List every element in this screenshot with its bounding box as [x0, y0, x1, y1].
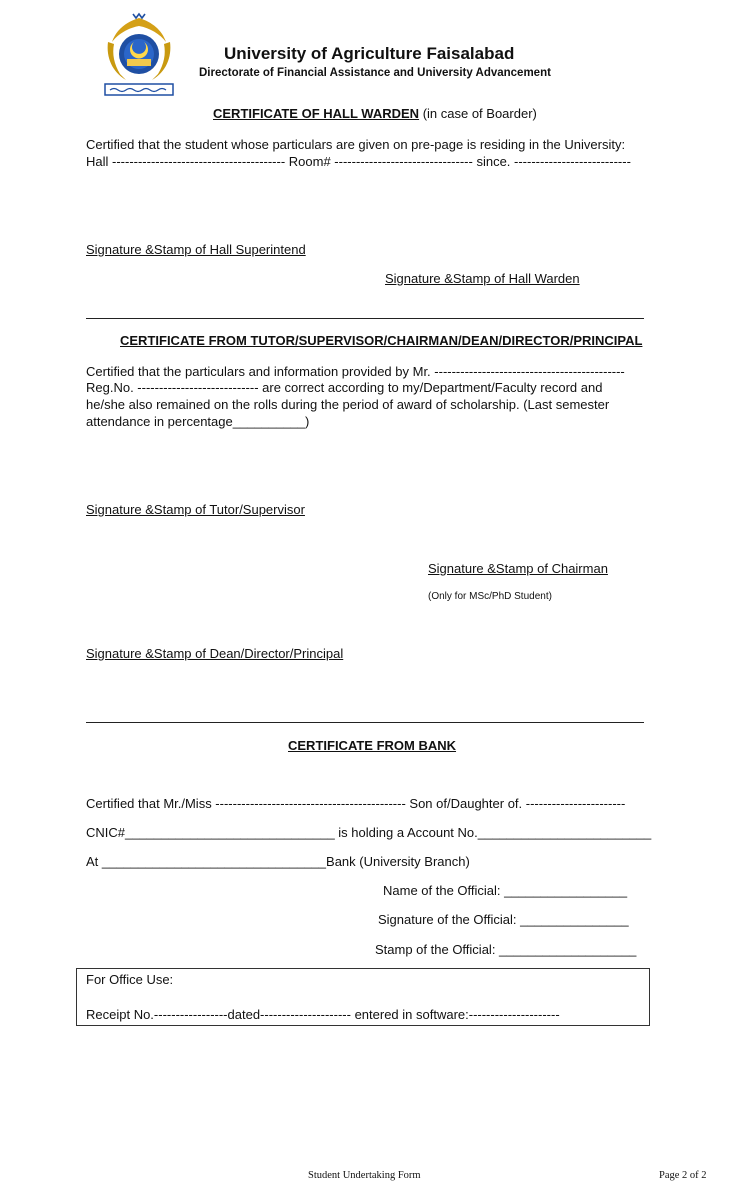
- official-name-field: Name of the Official: _________________: [383, 883, 628, 898]
- bank-line-1: Certified that Mr./Miss -------------------------------------------- Son of/Daughter of. -----------------------: [86, 796, 626, 811]
- signature-hall-warden: Signature &Stamp of Hall Warden: [385, 271, 580, 286]
- footer-form-name: Student Undertaking Form: [308, 1170, 421, 1181]
- chairman-note: (Only for MSc/PhD Student): [428, 591, 552, 602]
- official-stamp-field: Stamp of the Official: ___________________: [375, 942, 637, 957]
- bank-line-3: At _______________________________Bank (University Branch): [86, 854, 470, 869]
- hall-warden-heading-suffix: (in case of Boarder): [419, 106, 537, 121]
- bank-line-2: CNIC#_____________________________ is holding a Account No.________________________: [86, 825, 652, 840]
- footer-page-number: Page 2 of 2: [659, 1170, 707, 1181]
- hall-warden-heading: CERTIFICATE OF HALL WARDEN: [213, 106, 420, 121]
- tutor-line-3: he/she also remained on the rolls during the period of award of scholarship. (Last semester: [86, 397, 610, 412]
- bank-certificate-heading: CERTIFICATE FROM BANK: [288, 738, 457, 753]
- directorate-subtitle: Directorate of Financial Assistance and University Advancement: [199, 67, 551, 79]
- tutor-line-1: Certified that the particulars and information provided by Mr. --------------------------------------------: [86, 364, 625, 379]
- tutor-certificate-heading: CERTIFICATE FROM TUTOR/SUPERVISOR/CHAIRMAN/DEAN/DIRECTOR/PRINCIPAL: [120, 333, 643, 348]
- office-use-label: For Office Use:: [86, 972, 174, 987]
- official-signature-field: Signature of the Official: _______________: [378, 912, 629, 927]
- tutor-line-4: attendance in percentage__________): [86, 414, 310, 429]
- signature-chairman: Signature &Stamp of Chairman: [428, 561, 608, 576]
- university-crest-icon: [100, 12, 178, 98]
- tutor-line-2: Reg.No. ---------------------------- are correct according to my/Department/Faculty record and: [86, 380, 603, 395]
- hall-warden-line-1: Certified that the student whose particulars are given on pre-page is residing in the University:: [86, 137, 626, 152]
- hall-warden-line-2: Hall ---------------------------------------- Room# -------------------------------- since. ---------------------------: [86, 154, 631, 169]
- section-divider: [86, 722, 644, 723]
- signature-dean-director-principal: Signature &Stamp of Dean/Director/Principal: [86, 646, 344, 661]
- university-title: University of Agriculture Faisalabad: [224, 44, 515, 63]
- signature-hall-superintend: Signature &Stamp of Hall Superintend: [86, 242, 306, 257]
- section-divider: [86, 318, 644, 319]
- receipt-line: Receipt No.-----------------dated--------------------- entered in software:---------------------: [86, 1007, 560, 1022]
- signature-tutor-supervisor: Signature &Stamp of Tutor/Supervisor: [86, 502, 305, 517]
- hall-warden-heading-row: [213, 106, 537, 122]
